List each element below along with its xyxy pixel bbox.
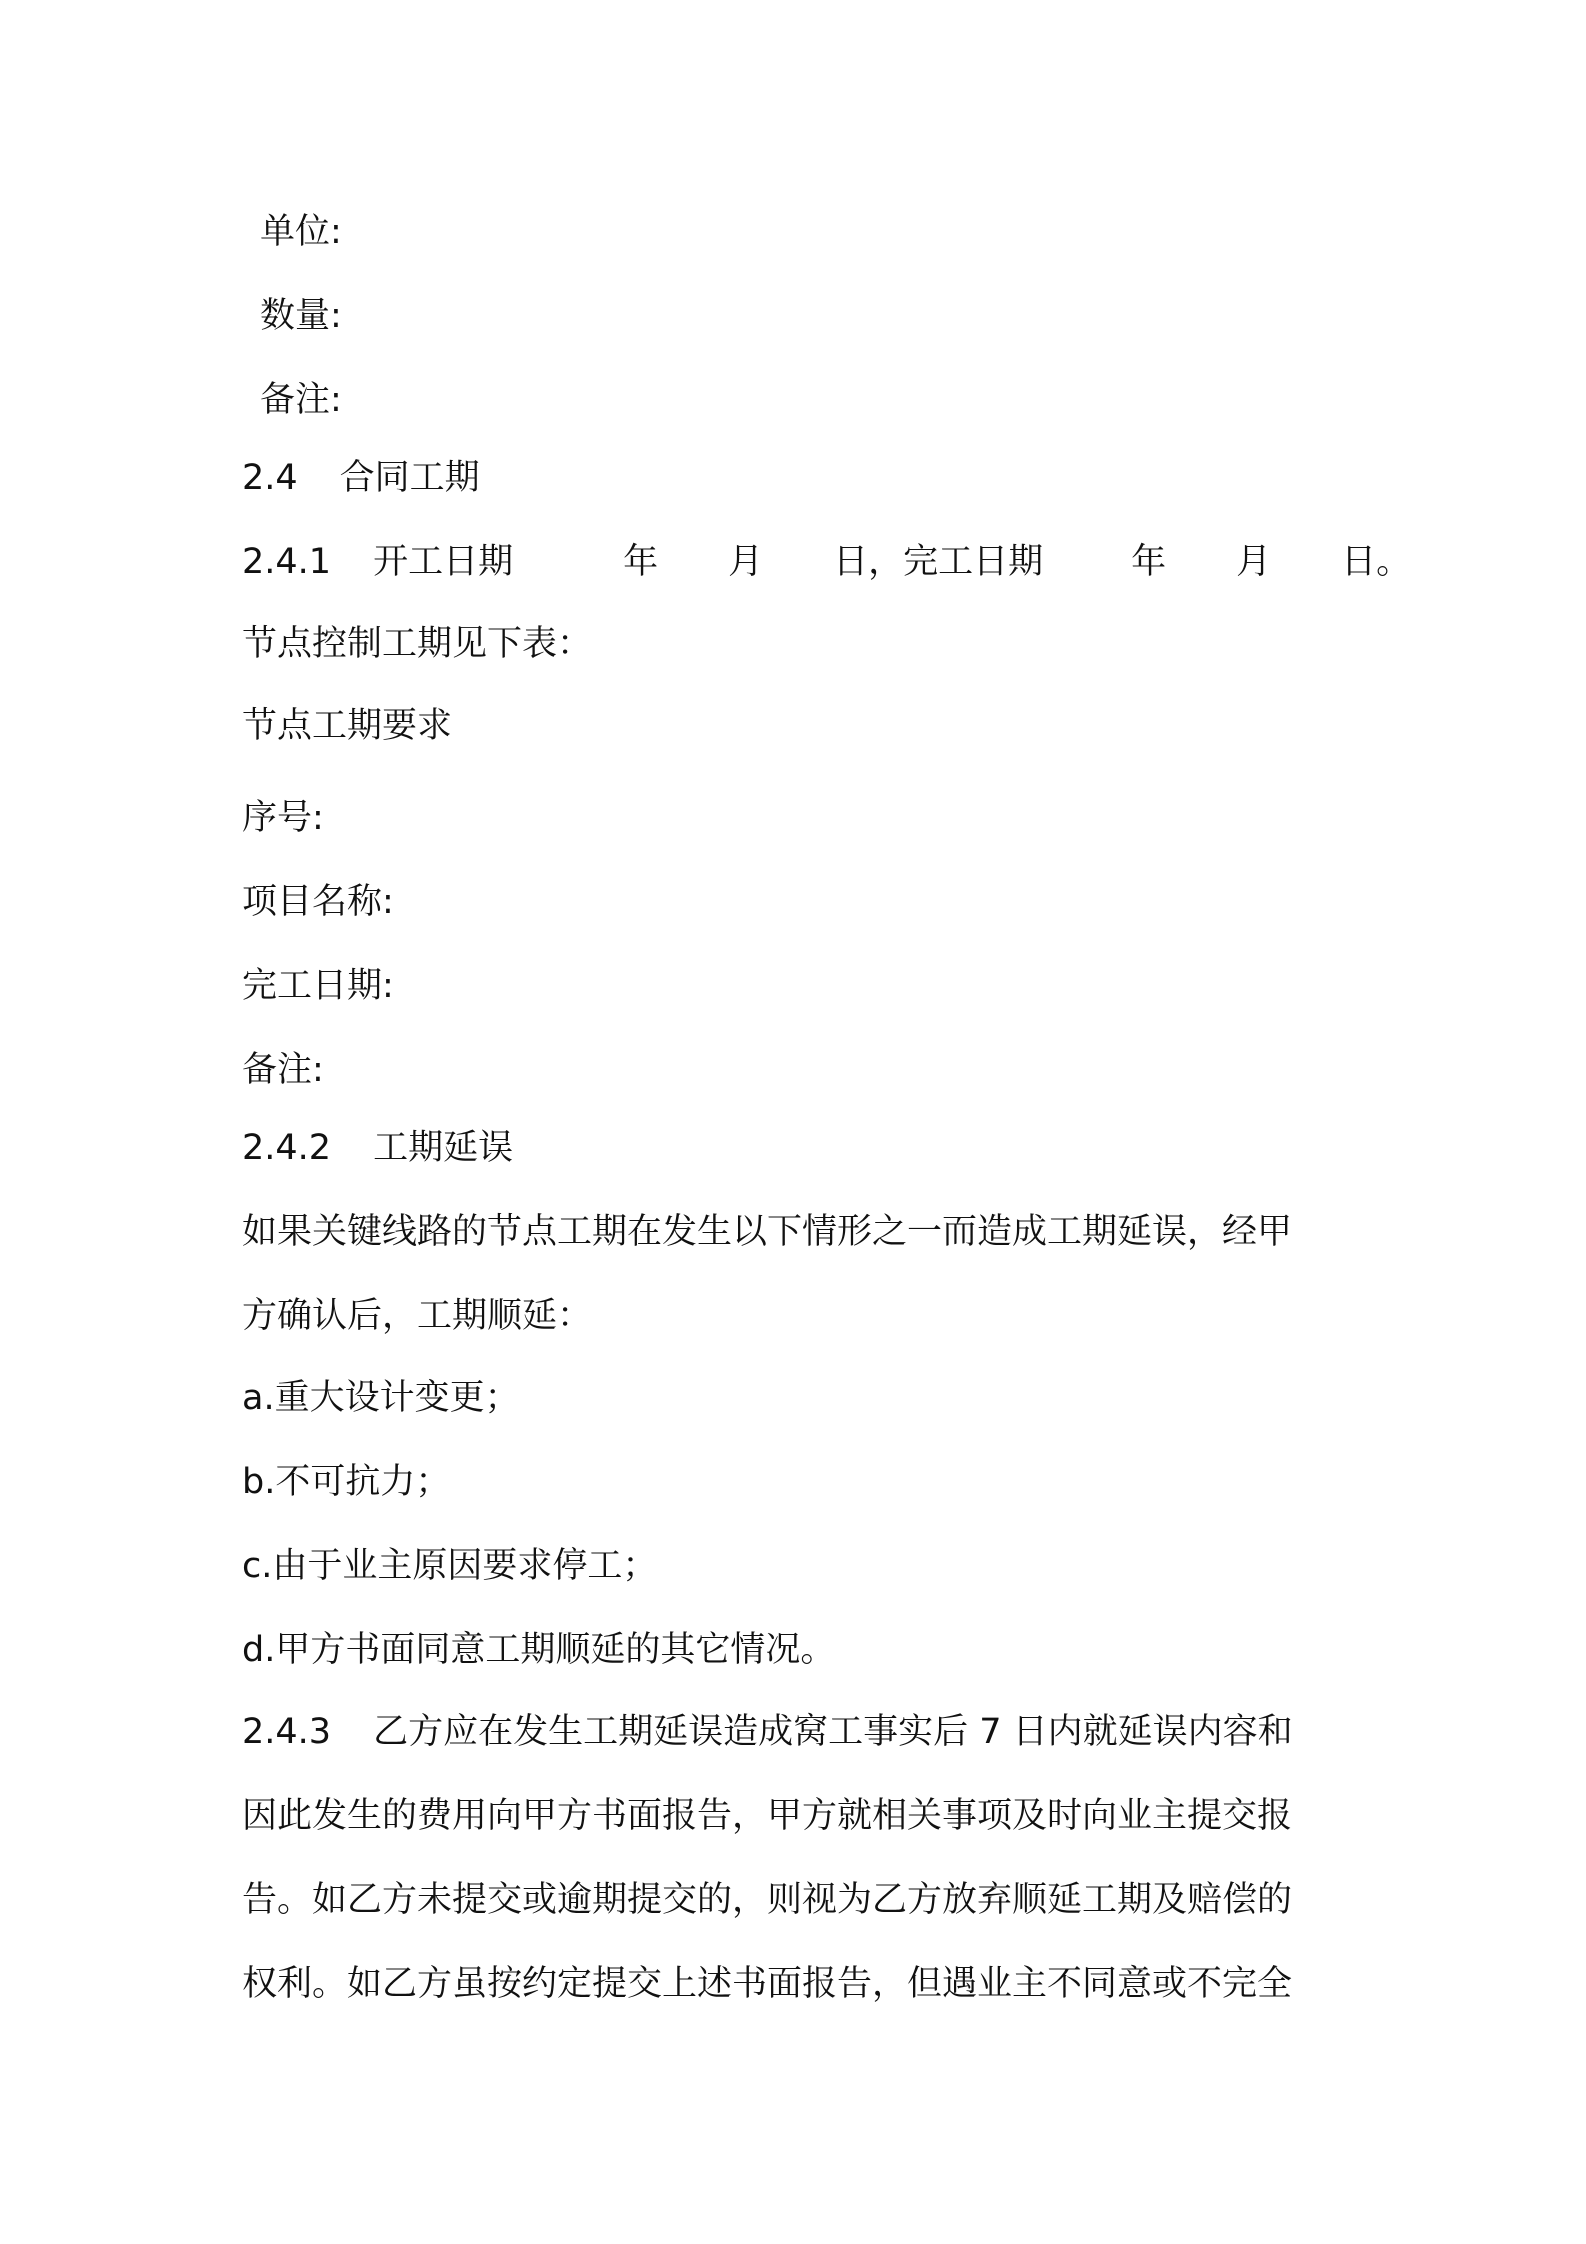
section-title: 合同工期 (339, 458, 480, 498)
section-number: 2.4.3 (242, 1712, 332, 1752)
section-number: 2.4.1 (242, 542, 332, 582)
section-number: 2.4 (242, 458, 298, 498)
end-day-label: 日。 (1341, 542, 1412, 582)
start-month-label: 月 (728, 542, 764, 582)
field-remark: 备注: (260, 380, 342, 420)
start-date-label: 开工日期 (373, 542, 514, 582)
node-field-seq: 序号: (242, 798, 324, 838)
section-number: 2.4.2 (242, 1128, 332, 1168)
paragraph-text: 乙方应在发生工期延误造成窝工事实后 7 日内就延误内容和 (373, 1712, 1293, 1752)
end-month-label: 月 (1236, 542, 1272, 582)
node-field-project-name: 项目名称: (242, 882, 394, 922)
paragraph-line: 因此发生的费用向甲方书面报告，甲方就相关事项及时向业主提交报 (242, 1796, 1293, 1836)
node-table-title: 节点工期要求 (242, 706, 453, 746)
node-intro: 节点控制工期见下表： (242, 624, 593, 664)
paragraph-line: 如果关键线路的节点工期在发生以下情形之一而造成工期延误，经甲 (242, 1212, 1293, 1252)
list-item-d: d.甲方书面同意工期顺延的其它情况。 (242, 1630, 836, 1670)
end-year-label: 年 (1131, 542, 1167, 582)
section-2-4-1-dates (242, 540, 1411, 584)
paragraph-line: 方确认后，工期顺延： (242, 1296, 593, 1336)
section-title: 工期延误 (373, 1128, 514, 1168)
section-2-4-3-line1 (242, 1710, 1293, 1754)
field-quantity: 数量: (260, 296, 342, 336)
paragraph-line: 告。如乙方未提交或逾期提交的，则视为乙方放弃顺延工期及赔偿的 (242, 1880, 1293, 1920)
list-item-a: a.重大设计变更； (242, 1378, 520, 1418)
node-field-remark: 备注: (242, 1050, 324, 1090)
node-field-finish-date: 完工日期: (242, 966, 394, 1006)
section-heading-2-4 (242, 456, 480, 500)
paragraph-line: 权利。如乙方虽按约定提交上述书面报告，但遇业主不同意或不完全 (242, 1964, 1293, 2004)
list-item-c: c.由于业主原因要求停工； (242, 1546, 658, 1586)
section-heading-2-4-2 (242, 1126, 513, 1170)
start-year-label: 年 (623, 542, 659, 582)
list-item-b: b.不可抗力； (242, 1462, 451, 1502)
start-day-label: 日， (833, 542, 904, 582)
field-unit: 单位: (260, 212, 342, 252)
end-date-label: 完工日期 (903, 542, 1044, 582)
